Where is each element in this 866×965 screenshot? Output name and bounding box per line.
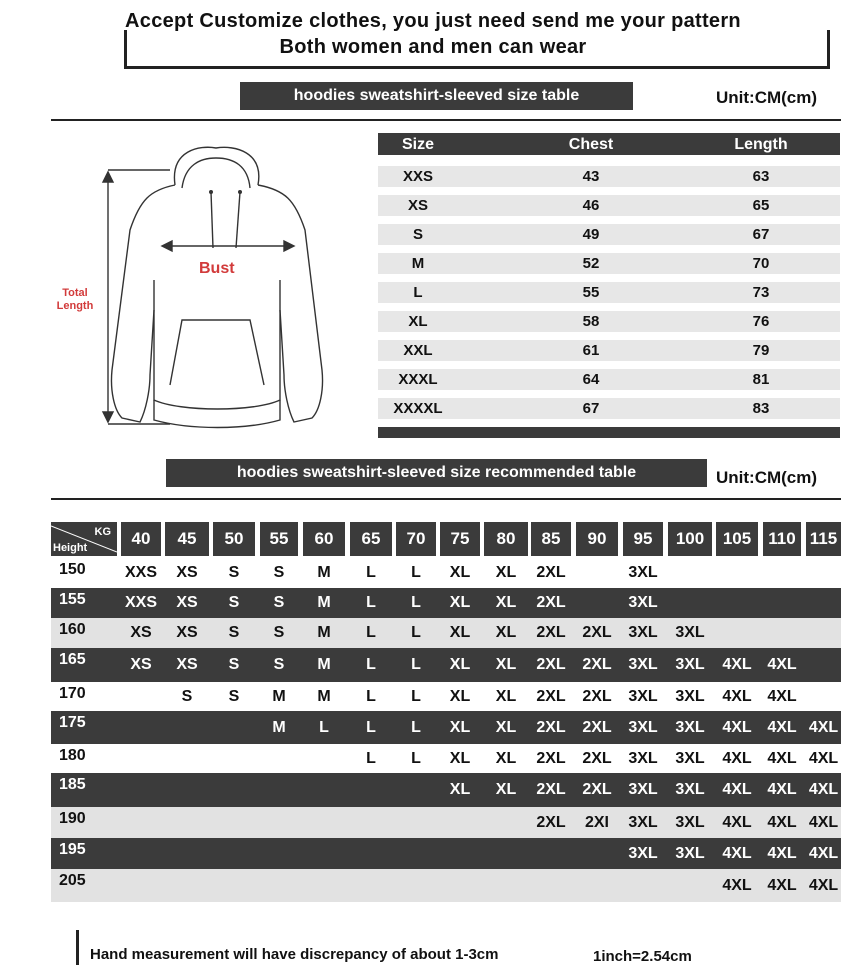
size-table-row: [378, 166, 840, 187]
size-cell: XXL: [403, 342, 433, 359]
weight-header: 85: [531, 522, 571, 556]
height-cell: 150: [59, 561, 86, 578]
weight-header: 105: [716, 522, 758, 556]
size-table-row: [378, 311, 840, 332]
size-cell: S: [228, 594, 240, 611]
weight-header: 60: [303, 522, 345, 556]
size-cell: XL: [495, 564, 517, 581]
size-cell: 4XL: [808, 844, 839, 862]
size-cell: 4XL: [722, 687, 752, 705]
size-cell: XL: [449, 687, 471, 705]
size-cell: 2XL: [536, 564, 566, 581]
size-cell: 3XL: [628, 687, 658, 705]
rec-table-row: [51, 838, 841, 869]
footer-bar: [76, 930, 79, 965]
size-cell: 3XL: [628, 844, 658, 862]
size-cell: S: [273, 564, 285, 581]
size-cell: 4XL: [767, 813, 797, 831]
size-cell: XXS: [124, 564, 157, 581]
size-cell: L: [411, 687, 421, 705]
size-cell: 2XI: [584, 813, 609, 831]
chest-header: Chest: [568, 136, 614, 153]
size-cell: 4XL: [722, 656, 752, 673]
size-table-body: [378, 166, 840, 416]
size-cell: 3XL: [628, 718, 658, 736]
length-cell: 70: [752, 255, 770, 272]
size-cell: S: [273, 624, 285, 641]
rec-table-row: [51, 558, 841, 588]
size-cell: 3XL: [628, 594, 658, 611]
length-cell: 65: [752, 197, 770, 214]
size-cell: L: [411, 624, 421, 641]
length-cell: 79: [752, 342, 770, 359]
size-table-row: [378, 282, 840, 303]
size-cell: L: [366, 687, 376, 705]
size-cell: XS: [130, 624, 152, 641]
size-table-row: [378, 369, 840, 390]
bust-arrow-icon: [162, 241, 294, 251]
size-cell: M: [272, 687, 286, 705]
size-cell: S: [273, 656, 285, 673]
size-cell: 2XL: [536, 781, 566, 798]
weight-header: 75: [440, 522, 480, 556]
size-cell: M: [317, 656, 331, 673]
size-cell: M: [317, 687, 331, 705]
size-cell: XL: [449, 624, 471, 641]
height-cell: 165: [59, 651, 86, 668]
size-cell: XL: [495, 781, 517, 798]
size-table-row: [378, 398, 840, 419]
size-cell: L: [366, 624, 376, 641]
rec-table-row: [51, 618, 841, 648]
size-table-row: [378, 224, 840, 245]
size-cell: L: [411, 564, 421, 581]
size-cell: 4XL: [808, 813, 839, 831]
size-cell: 4XL: [808, 718, 839, 736]
rec-table-row: [51, 773, 841, 807]
size-cell: S: [228, 656, 240, 673]
corner-kg: KG: [94, 526, 111, 538]
size-cell: 4XL: [722, 876, 752, 894]
size-cell: L: [366, 656, 376, 673]
size-cell: XL: [495, 624, 517, 641]
size-table-unit: Unit:CM(cm): [716, 88, 818, 107]
size-cell: 3XL: [628, 624, 658, 641]
size-cell: XL: [449, 564, 471, 581]
length-cell: 73: [752, 284, 770, 301]
total-length-label: [50, 287, 100, 313]
weight-header: 90: [576, 522, 618, 556]
size-cell: XL: [495, 594, 517, 611]
size-cell: 3XL: [628, 656, 658, 673]
size-cell: 2XL: [582, 656, 612, 673]
size-cell: 4XL: [808, 876, 839, 894]
size-cell: XS: [130, 656, 152, 673]
length-header: Length: [734, 136, 788, 153]
recommended-size-table: [51, 522, 841, 902]
chest-cell: 49: [582, 226, 600, 243]
length-cell: 63: [752, 168, 770, 185]
rec-table-unit: Unit:CM(cm): [716, 468, 818, 487]
weight-header: 80: [484, 522, 528, 556]
length-cell: 81: [752, 371, 770, 388]
size-cell: 2XL: [536, 718, 566, 736]
size-cell: L: [366, 749, 376, 767]
size-cell: L: [366, 718, 376, 736]
size-cell: 3XL: [675, 844, 705, 862]
size-table-footer-bar: [378, 427, 840, 438]
size-cell: L: [411, 656, 421, 673]
size-cell: 2XL: [582, 781, 612, 798]
size-cell: XXS: [402, 168, 433, 185]
size-cell: 3XL: [628, 781, 658, 798]
size-cell: S: [412, 226, 423, 243]
chest-cell: 58: [582, 313, 600, 330]
size-cell: 4XL: [722, 813, 752, 831]
rec-table-row: [51, 682, 841, 711]
weight-header: 100: [668, 522, 712, 556]
size-table-header: [378, 133, 840, 155]
chest-cell: 46: [582, 197, 600, 214]
size-cell: S: [273, 594, 285, 611]
chest-cell: 64: [582, 371, 600, 388]
size-cell: XL: [408, 313, 428, 330]
height-cell: 155: [59, 591, 86, 608]
size-cell: S: [181, 687, 193, 705]
size-cell: 3XL: [675, 749, 705, 767]
length-cell: 83: [752, 400, 770, 417]
total-length-line-1: Total: [62, 287, 88, 299]
size-table-banner: hoodies sweatshirt-sleeved size table: [240, 82, 633, 110]
size-cell: M: [317, 594, 331, 611]
rec-table-row: [51, 711, 841, 744]
chest-cell: 61: [582, 342, 600, 359]
size-cell: 3XL: [675, 687, 705, 705]
footer-note: Hand measurement will have discrepancy of about 1-3cm: [90, 946, 499, 963]
size-cell: 2XL: [536, 594, 566, 611]
header-line-1: Accept Customize clothes, you just need send me your pattern: [125, 10, 741, 32]
total-length-line-2: Length: [56, 300, 94, 312]
size-cell: 2XL: [582, 687, 612, 705]
size-cell: 2XL: [536, 656, 566, 673]
size-table-row: [378, 253, 840, 274]
size-cell: XL: [495, 656, 517, 673]
size-cell: XXS: [124, 594, 157, 611]
divider: [51, 119, 841, 121]
size-cell: 2XL: [536, 749, 566, 767]
size-cell: 3XL: [675, 781, 705, 798]
size-cell: 4XL: [767, 656, 797, 673]
chest-cell: 52: [582, 255, 600, 272]
size-cell: 4XL: [722, 718, 752, 736]
size-cell: 4XL: [722, 844, 752, 862]
size-cell: XL: [449, 781, 471, 798]
rec-table-row: [51, 648, 841, 682]
weight-header: 45: [165, 522, 209, 556]
divider: [51, 498, 841, 500]
rec-table-row: [51, 869, 841, 902]
height-cell: 195: [59, 841, 86, 858]
header-line-2: Both women and men can wear: [279, 36, 587, 58]
size-cell: XS: [176, 656, 198, 673]
size-cell: XL: [495, 749, 517, 767]
height-cell: 185: [59, 776, 86, 793]
size-cell: XL: [495, 718, 517, 736]
size-cell: 4XL: [767, 781, 797, 798]
size-cell: 4XL: [767, 749, 797, 767]
weight-header: 40: [121, 522, 161, 556]
weight-header: 115: [806, 522, 841, 556]
rec-table-row: [51, 744, 841, 773]
size-cell: S: [228, 564, 240, 581]
size-cell: M: [317, 564, 331, 581]
size-cell: XS: [176, 594, 198, 611]
size-cell: 4XL: [767, 876, 797, 894]
height-cell: 175: [59, 714, 86, 731]
size-cell: XL: [449, 656, 471, 673]
footer-conversion: 1inch=2.54cm: [593, 948, 692, 965]
height-cell: 160: [59, 621, 86, 638]
height-cell: 170: [59, 685, 86, 702]
size-cell: M: [317, 624, 331, 641]
size-cell: XS: [176, 564, 198, 581]
length-cell: 67: [752, 226, 770, 243]
bust-label: Bust: [199, 260, 235, 277]
size-cell: S: [228, 687, 240, 705]
length-arrow-icon: [103, 170, 170, 424]
weight-header: 55: [260, 522, 298, 556]
height-cell: 180: [59, 747, 86, 764]
size-cell: 2XL: [582, 718, 612, 736]
height-cell: 190: [59, 810, 86, 827]
weight-header: 110: [763, 522, 801, 556]
size-cell: M: [411, 255, 425, 272]
size-cell: XL: [449, 749, 471, 767]
size-cell: 4XL: [722, 749, 752, 767]
corner-cell: [51, 522, 117, 556]
size-cell: 2XL: [536, 813, 566, 831]
size-table-row: [378, 195, 840, 216]
size-cell: 4XL: [808, 749, 839, 767]
size-cell: XXXXL: [393, 400, 443, 417]
chest-cell: 43: [582, 168, 600, 185]
rec-table-row: [51, 807, 841, 838]
rec-table-row: [51, 588, 841, 618]
length-cell: 76: [752, 313, 770, 330]
weight-header: 65: [350, 522, 392, 556]
size-cell: 3XL: [628, 813, 658, 831]
size-cell: 3XL: [675, 624, 705, 641]
size-cell: 3XL: [675, 813, 705, 831]
size-cell: L: [319, 718, 329, 736]
size-cell: L: [413, 284, 423, 301]
size-cell: 4XL: [767, 687, 797, 705]
weight-header: 70: [396, 522, 436, 556]
size-cell: 2XL: [582, 749, 612, 767]
size-header: Size: [401, 136, 434, 153]
size-cell: 4XL: [808, 781, 839, 798]
size-cell: M: [272, 718, 286, 736]
size-cell: XS: [176, 624, 198, 641]
size-cell: 3XL: [675, 718, 705, 736]
size-cell: S: [228, 624, 240, 641]
size-cell: L: [366, 564, 376, 581]
rec-table-banner: hoodies sweatshirt-sleeved size recommended table: [166, 459, 707, 487]
size-cell: 2XL: [536, 624, 566, 641]
size-cell: XS: [407, 197, 428, 214]
size-cell: 4XL: [767, 718, 797, 736]
size-cell: XXXL: [398, 371, 438, 388]
size-cell: 2XL: [536, 687, 566, 705]
size-cell: 3XL: [628, 564, 658, 581]
size-cell: L: [411, 718, 421, 736]
size-cell: XL: [495, 687, 517, 705]
size-cell: L: [366, 594, 376, 611]
size-cell: 3XL: [675, 656, 705, 673]
weight-header: 50: [213, 522, 255, 556]
size-cell: L: [411, 594, 421, 611]
size-cell: 3XL: [628, 749, 658, 767]
size-cell: XL: [449, 718, 471, 736]
height-cell: 205: [59, 872, 86, 889]
corner-height: Height: [53, 542, 88, 554]
chest-cell: 55: [582, 284, 600, 301]
size-table-row: [378, 340, 840, 361]
size-cell: 4XL: [722, 781, 752, 798]
size-cell: 4XL: [767, 844, 797, 862]
size-cell: L: [411, 749, 421, 767]
size-cell: 2XL: [582, 624, 612, 641]
chest-cell: 67: [582, 400, 600, 417]
size-cell: XL: [449, 594, 471, 611]
weight-header: 95: [623, 522, 663, 556]
hoodie-outline-icon: [111, 147, 322, 427]
